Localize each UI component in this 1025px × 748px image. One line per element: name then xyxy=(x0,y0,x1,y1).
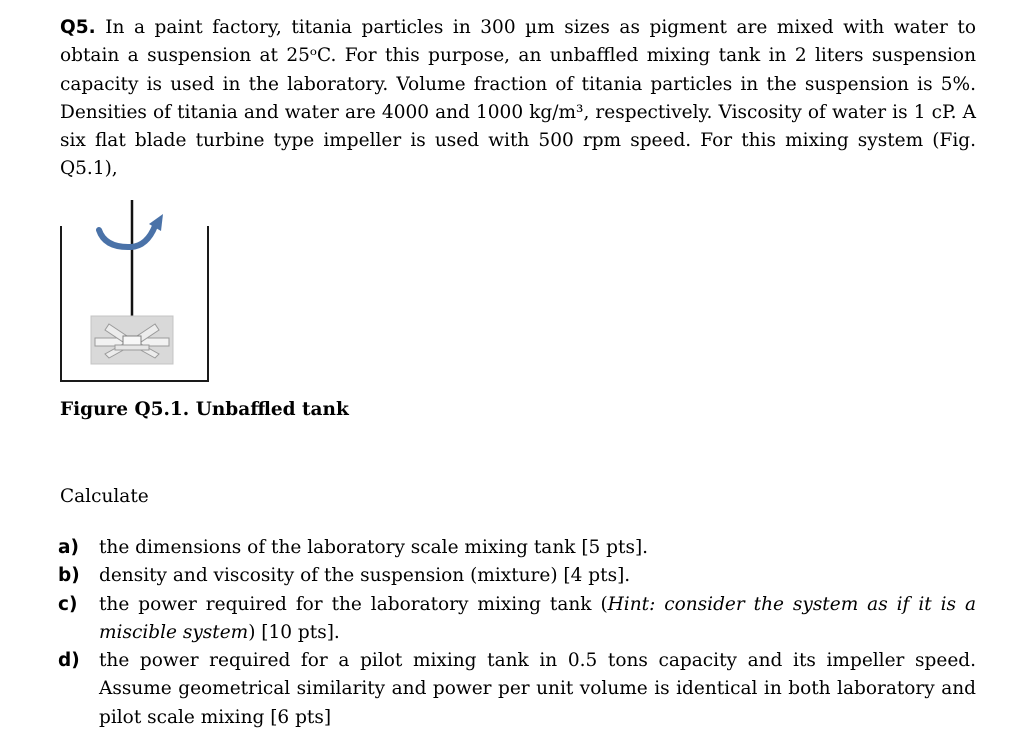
item-text-after: ) [10 pts]. xyxy=(248,621,340,643)
item-letter: b) xyxy=(58,565,80,587)
list-item xyxy=(58,562,976,590)
item-text xyxy=(99,591,976,648)
item-letter: c) xyxy=(58,593,78,615)
item-text-before: the power required for the laboratory mixing tank ( xyxy=(99,593,608,615)
item-hint: Hint: consider the system as if it is a miscible system xyxy=(99,593,976,643)
tank-diagram xyxy=(55,198,215,388)
item-text: the power required for a pilot mixing tank in 0.5 tons capacity and its impeller speed. Assume geometrical similarity and power per unit volume is identical in both laboratory and pilot scale mixing [6 pts] xyxy=(99,650,976,728)
list-item xyxy=(58,534,976,562)
turbine-impeller-icon xyxy=(91,316,173,364)
figure-caption: Figure Q5.1. Unbaffled tank xyxy=(60,399,349,420)
item-text: density and viscosity of the suspension (mixture) [4 pts]. xyxy=(99,565,631,587)
item-letter: d) xyxy=(58,650,80,672)
question-text xyxy=(60,14,976,184)
question-label: Q5. xyxy=(60,17,96,38)
unbaffled-tank-figure xyxy=(55,198,215,388)
item-letter: a) xyxy=(58,537,79,558)
list-item xyxy=(58,591,976,648)
calculate-heading: Calculate xyxy=(60,486,149,507)
task-list xyxy=(58,534,976,732)
question-body: In a paint factory, titania particles in 300 µm sizes as pigment are mixed with water to obtain a suspension at 25ᵒC. For this purpose, an unbaffled mixing tank in 2 liters suspension capacity is used in the laboratory. Volume fraction of titania particles in the suspension is 5%. Densities of titania and water are 4000 and 1000 kg/m³, respectively. Viscosity of water is 1 cP. A six flat blade turbine type impeller is used with 500 rpm speed. For this mixing system (Fig. Q5.1), xyxy=(60,17,976,180)
list-item xyxy=(58,647,976,732)
item-text: the dimensions of the laboratory scale mixing tank [5 pts]. xyxy=(99,537,649,558)
